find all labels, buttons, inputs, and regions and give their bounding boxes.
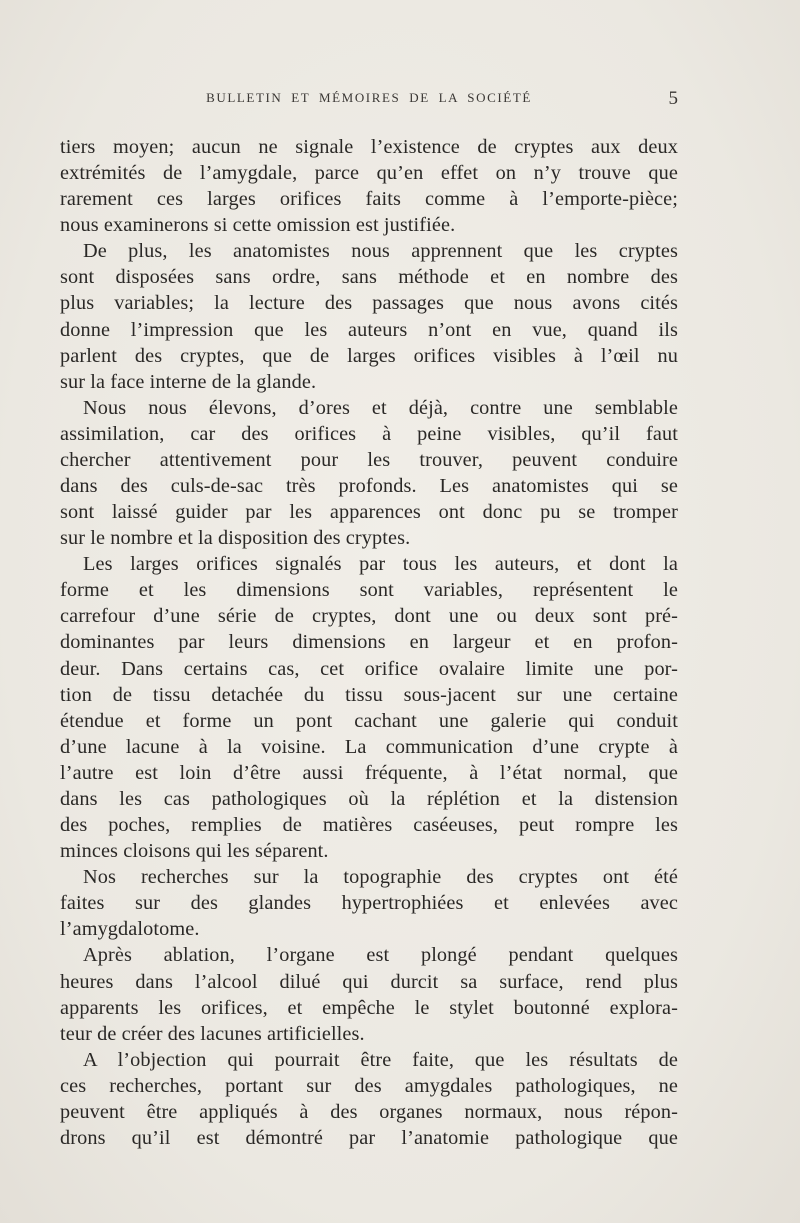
- text-line: peuvent être appliqués à des organes normaux, nous répon-: [60, 1100, 678, 1123]
- text-line: tion de tissu detachée du tissu sous-jacent sur une certaine: [60, 683, 678, 706]
- text-line: deur. Dans certains cas, cet orifice ovalaire limite une por-: [60, 657, 678, 680]
- text-line: Nous nous élevons, d’ores et déjà, contre une semblable: [83, 396, 678, 419]
- text-line: sont disposées sans ordre, sans méthode et en nombre des: [60, 266, 678, 289]
- text-line: sur le nombre et la disposition des cryptes.: [60, 527, 411, 550]
- text-line: l’autre est loin d’être aussi fréquente, à l’état normal, que: [60, 761, 678, 784]
- text-line: d’une lacune à la voisine. La communication d’une crypte à: [60, 735, 678, 758]
- text-line: sur la face interne de la glande.: [60, 370, 317, 393]
- body-text: [60, 134, 678, 1151]
- running-head: [60, 90, 678, 114]
- text-line: drons qu’il est démontré par l’anatomie pathologique que: [60, 1126, 678, 1149]
- text-line: Nos recherches sur la topographie des cryptes ont été: [83, 866, 678, 889]
- page-number: 5: [668, 88, 678, 109]
- text-line: parlent des cryptes, que de larges orifices visibles à l’œil nu: [60, 344, 678, 367]
- paragraph-2: [60, 238, 678, 394]
- text-line: extrémités de l’amygdale, parce qu’en effet on n’y trouve que: [60, 162, 678, 185]
- text-line: apparents les orifices, et empêche le stylet boutonné explora-: [60, 996, 678, 1019]
- text-line: rarement ces larges orifices faits comme à l’emporte-pièce;: [60, 188, 678, 211]
- text-line: forme et les dimensions sont variables, représentent le: [60, 579, 678, 602]
- text-line: nous examinerons si cette omission est justifiée.: [60, 214, 456, 237]
- paragraph-3: [60, 395, 678, 551]
- text-line: l’amygdalotome.: [60, 918, 200, 941]
- text-line: dans des culs-de-sac très profonds. Les anatomistes qui se: [60, 475, 678, 498]
- header-title: BULLETIN ET MÉMOIRES DE LA SOCIÉTÉ: [206, 90, 532, 105]
- text-line: minces cloisons qui les séparent.: [60, 840, 329, 863]
- text-line: ces recherches, portant sur des amygdales pathologiques, ne: [60, 1074, 678, 1097]
- text-line: dominantes par leurs dimensions en largeur et en profon-: [60, 631, 678, 654]
- text-line: chercher attentivement pour les trouver, peuvent conduire: [60, 448, 678, 471]
- text-line: tiers moyen; aucun ne signale l’existence de cryptes aux deux: [60, 136, 678, 158]
- text-line: plus variables; la lecture des passages que nous avons cités: [60, 292, 678, 315]
- text-line: carrefour d’une série de cryptes, dont une ou deux sont pré-: [60, 605, 678, 628]
- text-line: A l’objection qui pourrait être faite, que les résultats de: [83, 1048, 678, 1071]
- text-line: étendue et forme un pont cachant une galerie qui conduit: [60, 709, 678, 732]
- text-line: Après ablation, l’organe est plongé pendant quelques: [83, 944, 678, 967]
- text-line: faites sur des glandes hypertrophiées et enlevées avec: [60, 892, 678, 915]
- paragraph-4: [60, 551, 678, 864]
- text-line: De plus, les anatomistes nous apprennent que les cryptes: [83, 240, 678, 263]
- text-line: dans les cas pathologiques où la réplétion et la distension: [60, 787, 678, 810]
- text-line: teur de créer des lacunes artificielles.: [60, 1022, 365, 1045]
- text-line: heures dans l’alcool dilué qui durcit sa surface, rend plus: [60, 970, 678, 993]
- paragraph-7: [60, 1047, 678, 1151]
- text-line: des poches, remplies de matières caséeuses, peut rompre les: [60, 814, 678, 837]
- paragraph-5: [60, 864, 678, 942]
- text-line: donne l’impression que les auteurs n’ont en vue, quand ils: [60, 318, 678, 341]
- text-line: assimilation, car des orifices à peine visibles, qu’il faut: [60, 422, 678, 445]
- text-line: sont laissé guider par les apparences ont donc pu se tromper: [60, 501, 678, 524]
- paragraph-6: [60, 942, 678, 1046]
- paragraph-1: [60, 134, 678, 238]
- text-line: Les larges orifices signalés par tous les auteurs, et dont la: [83, 553, 678, 576]
